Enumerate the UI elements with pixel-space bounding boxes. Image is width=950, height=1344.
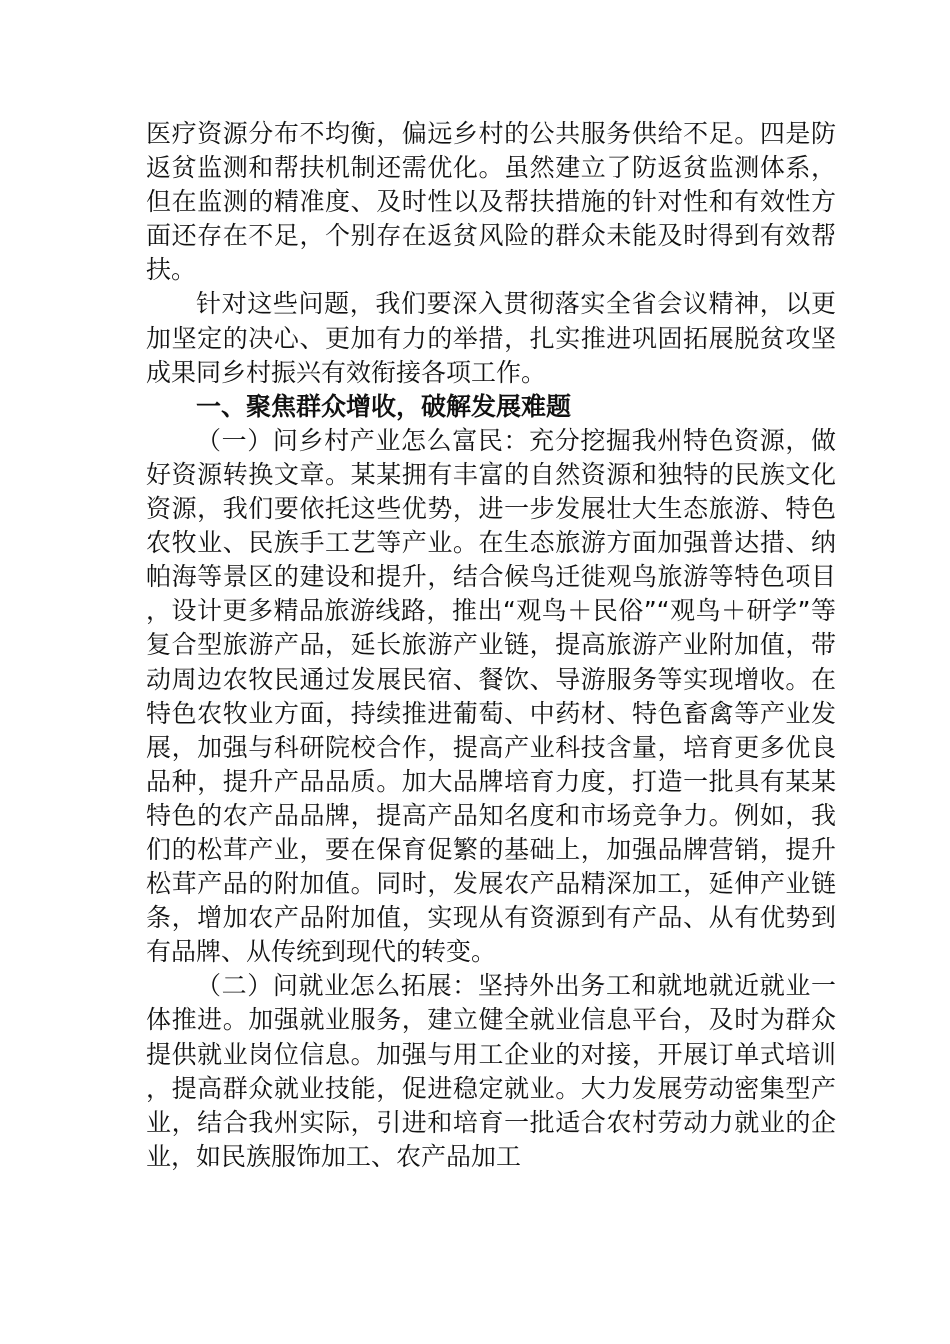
paragraph-countermeasures: 针对这些问题，我们要深入贯彻落实全省会议精神，以更加坚定的决心、更加有力的举措，扎实推进巩固拓展脱贫攻坚成果同乡村振兴有效衔接各项工作。 — [146, 289, 836, 387]
section-heading-income: 一、聚焦群众增收，破解发展难题 — [196, 391, 572, 421]
paragraph-rural-industry: （一）问乡村产业怎么富民：充分挖掘我州特色资源，做好资源转换文章。某某拥有丰富的自然资源和独特的民族文化资源，我们要依托这些优势，进一步发展壮大生态旅游、特色农牧业、民族手工艺等产业。在生态旅游方面加强普达措、纳帕海等景区的建设和提升，结合候鸟迁徙观鸟旅游等特色项目，设计更多精品旅游线路，推出“观鸟＋民俗”“观鸟＋研学”等复合型旅游产品，延长旅游产业链，提高旅游产业附加值，带动周边农牧民通过发展民宿、餐饮、导游服务等实现增收。在特色农牧业方面，持续推进葡萄、中药材、特色畜禽等产业发展，加强与科研院校合作，提高产业科技含量，培育更多优良品种，提升产品品质。加大品牌培育力度，打造一批具有某某特色的农产品品牌，提高产品知名度和市场竞争力。例如，我们的松茸产业，要在保育促繁的基础上，加强品牌营销，提升松茸产品的附加值。同时，发展农产品精深加工，延伸产业链条，增加农产品附加值，实现从有资源到有产品、从有优势到有品牌、从传统到现代的转变。 — [146, 425, 836, 967]
paragraph-employment: （二）问就业怎么拓展：坚持外出务工和就地就近就业一体推进。加强就业服务，建立健全就业信息平台，及时为群众提供就业岗位信息。加强与用工企业的对接，开展订单式培训，提高群众就业技能，促进稳定就业。大力发展劳动密集型产业，结合我州实际，引进和培育一批适合农村劳动力就业的企业，如民族服饰加工、农产品加工 — [146, 971, 836, 1171]
document-body — [146, 117, 836, 1174]
paragraph-medical-resources: 医疗资源分布不均衡，偏远乡村的公共服务供给不足。四是防返贫监测和帮扶机制还需优化。虽然建立了防返贫监测体系，但在监测的精准度、及时性以及帮扶措施的针对性和有效性方面还存在不足，个别存在返贫风险的群众未能及时得到有效帮扶。 — [146, 119, 836, 285]
